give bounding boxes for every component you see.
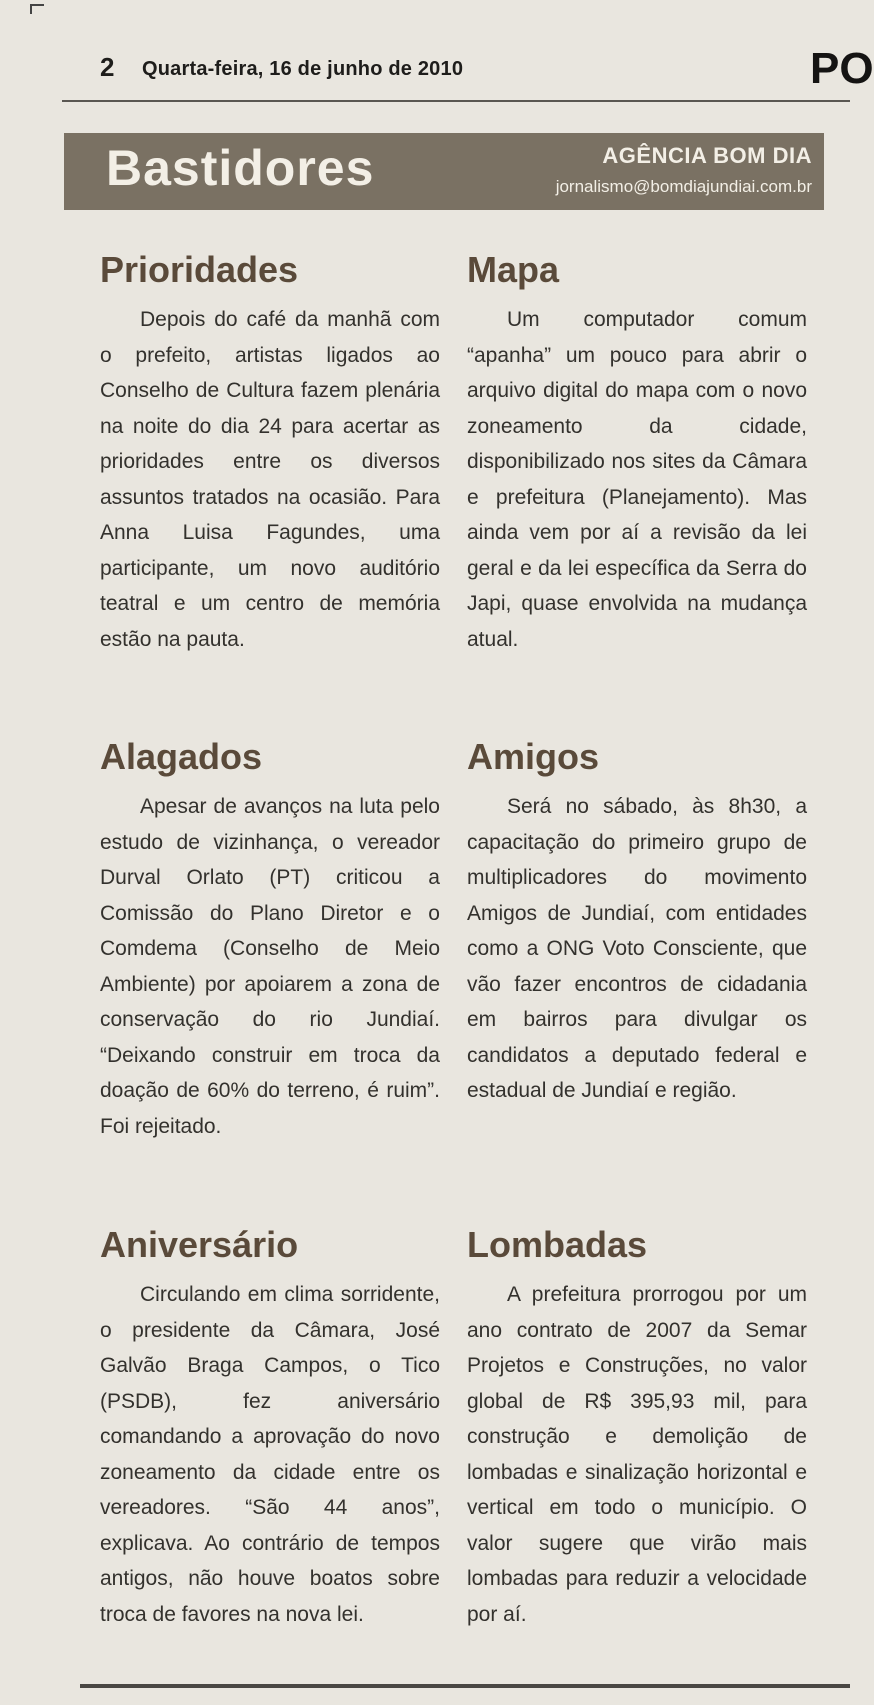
story-headline: Lombadas <box>467 1224 648 1265</box>
story-body: Circulando em clima sorridente, o presidente da Câmara, José Galvão Braga Campos, o Tico (PSDB), fez aniversário comandando a aprovação do novo zoneamento da cidade entre os vereadores. “São 44 anos”, explicava. Ao contrário de tempos antigos, não houve boatos sobre troca de favores na nova lei. <box>100 1283 440 1626</box>
section-name-fragment: PO <box>810 44 874 93</box>
story-headline: Amigos <box>467 736 600 777</box>
story-headline: Prioridades <box>100 249 299 290</box>
story-mapa <box>467 248 807 657</box>
page-header <box>62 44 874 100</box>
page-number: 2 <box>100 52 115 82</box>
story-prioridades <box>100 248 440 657</box>
story-body: A prefeitura prorrogou por um ano contrato de 2007 da Semar Projetos e Construções, no valor global de R$ 395,93 mil, para construção e demolição de lombadas e sinalização horizontal e vertical em todo o município. O valor sugere que virão mais lombadas para reduzir a velocidade por aí. <box>467 1283 807 1626</box>
story-body: Será no sábado, às 8h30, a capacitação do primeiro grupo de multiplicadores do movimento Amigos de Jundiaí, com entidades como a ONG Voto Consciente, que vão fazer encontros de cidadania em bairros para divulgar os candidatos a deputado federal e estadual de Jundiaí e região. <box>467 795 807 1102</box>
column-banner <box>64 133 824 210</box>
story-aniversario <box>100 1223 440 1632</box>
story-body: Um computador comum “apanha” um pouco para abrir o arquivo digital do mapa com o novo zoneamento da cidade, disponibilizado nos sites da Câmara e prefeitura (Planejamento). Mas ainda vem por aí a revisão da lei geral e da lei específica da Serra do Japi, quase envolvida na mudança atual. <box>467 308 807 651</box>
agency-name: AGÊNCIA BOM DIA <box>602 143 812 168</box>
story-amigos <box>467 735 807 1109</box>
story-headline: Aniversário <box>100 1224 299 1265</box>
story-body: Depois do café da manhã com o prefeito, artistas ligados ao Conselho de Cultura fazem plenária na noite do dia 24 para acertar as prioridades entre os diversos assuntos tratados na ocasião. Para Anna Luisa Fagundes, uma participante, um novo auditório teatral e um centro de memória estão na pauta. <box>100 308 440 651</box>
story-body: Apesar de avanços na luta pelo estudo de vizinhança, o vereador Durval Orlato (PT) criticou a Comissão do Plano Diretor e o Comdema (Conselho de Meio Ambiente) por apoiarem a zona de conservação do rio Jundiaí. “Deixando construir em troca da doação de 60% do terreno, é ruim”. Foi rejeitado. <box>100 795 440 1138</box>
column-title: Bastidores <box>106 140 375 196</box>
contact-email: jornalismo@bomdiajundiai.com.br <box>555 177 812 196</box>
story-lombadas <box>467 1223 807 1632</box>
story-alagados <box>100 735 440 1144</box>
crop-mark <box>30 4 44 14</box>
page-date: Quarta-feira, 16 de junho de 2010 <box>142 58 464 80</box>
header-rule <box>62 100 850 102</box>
story-headline: Mapa <box>467 249 560 290</box>
story-headline: Alagados <box>100 736 263 777</box>
footer-rule <box>80 1684 850 1688</box>
